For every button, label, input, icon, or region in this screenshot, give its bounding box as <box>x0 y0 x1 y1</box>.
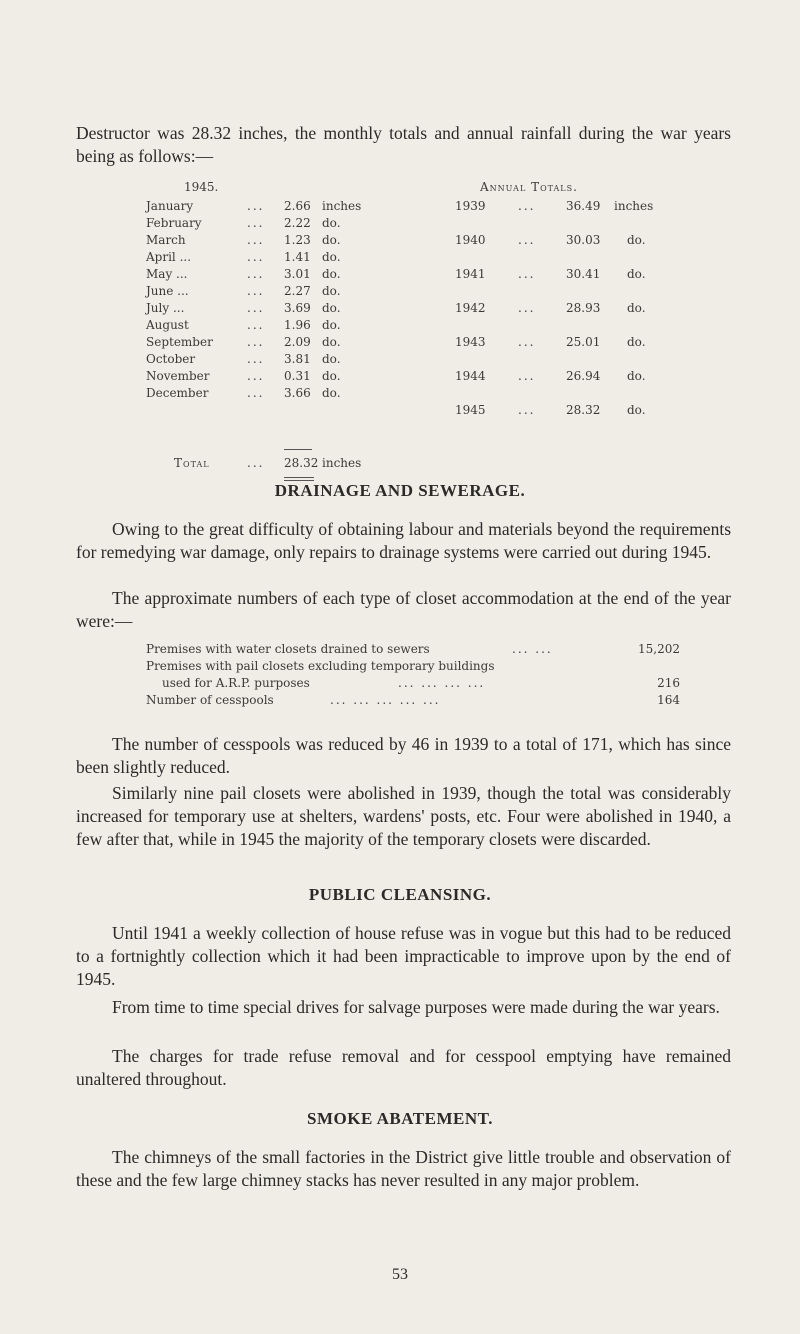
month-dots: ... <box>247 335 265 349</box>
cleansing-paragraph-2: From time to time special drives for salvage purposes were made during the war years. <box>112 997 720 1017</box>
month-dots: ... <box>247 318 265 332</box>
month-value: 3.01 <box>284 267 311 281</box>
month-label: August <box>146 318 189 332</box>
month-value: 2.27 <box>284 284 311 298</box>
closets-row-label: Number of cesspools <box>146 693 274 707</box>
month-unit: do. <box>322 284 341 298</box>
month-label: May ... <box>146 267 188 281</box>
month-unit: do. <box>322 250 341 264</box>
annual-value: 25.01 <box>566 335 601 349</box>
annual-year: 1942 <box>455 301 486 315</box>
closets-row-label: Premises with water closets drained to sewers <box>146 642 430 656</box>
closets-row-label-cont: used for A.R.P. purposes <box>162 676 310 690</box>
drainage-paragraph-3: The number of cesspools was reduced by 46 in 1939 to a total of 171, which has since been slightly reduced. <box>76 734 731 777</box>
sum-rule <box>284 449 312 450</box>
closets-row-dots: ... ... ... ... ... <box>330 693 441 707</box>
month-dots: ... <box>247 267 265 281</box>
annual-year: 1941 <box>455 267 486 281</box>
month-unit: do. <box>322 352 341 366</box>
annual-header: Annual Totals. <box>480 180 578 194</box>
month-label: January <box>146 199 194 213</box>
month-value: 1.23 <box>284 233 311 247</box>
monthly-header: 1945. <box>184 180 219 194</box>
closets-row-value: 164 <box>657 693 680 707</box>
drainage-paragraph-1: Owing to the great difficulty of obtaining labour and materials beyond the requirements for remedying war damage, only repairs to drainage systems were carried out during 1945. <box>76 519 731 562</box>
annual-unit: do. <box>627 335 646 349</box>
annual-dots: ... <box>518 199 536 213</box>
month-unit: do. <box>322 335 341 349</box>
total-unit: inches <box>322 456 362 470</box>
month-label: April ... <box>146 250 192 264</box>
month-dots: ... <box>247 216 265 230</box>
month-label: December <box>146 386 209 400</box>
drainage-paragraph-4: Similarly nine pail closets were abolished in 1939, though the total was considerably increased for temporary use at shelters, wardens' posts, etc. Four were abolished in 1940, a few after that, while in 1945 the majority of the temporary closets were discarded. <box>76 783 731 849</box>
month-label: November <box>146 369 210 383</box>
drainage-heading: DRAINAGE AND SEWERAGE. <box>274 481 526 500</box>
month-unit: do. <box>322 369 341 383</box>
month-value: 1.96 <box>284 318 311 332</box>
month-value: 2.22 <box>284 216 311 230</box>
cleansing-paragraph-3: The charges for trade refuse removal and for cesspool emptying have remained unaltered throughout. <box>76 1046 731 1089</box>
annual-dots: ... <box>518 301 536 315</box>
month-unit: do. <box>322 216 341 230</box>
annual-unit: do. <box>627 403 646 417</box>
month-unit: do. <box>322 301 341 315</box>
cleansing-heading: PUBLIC CLEANSING. <box>308 885 492 904</box>
month-dots: ... <box>247 284 265 298</box>
month-value: 0.31 <box>284 369 311 383</box>
month-unit: do. <box>322 318 341 332</box>
intro-paragraph: Destructor was 28.32 inches, the monthly totals and annual rainfall during the war years being as follows:— <box>76 123 731 166</box>
total-dots: ... <box>247 456 265 470</box>
drainage-paragraph-2: The approximate numbers of each type of closet accommodation at the end of the year were:— <box>76 588 731 631</box>
month-dots: ... <box>247 386 265 400</box>
annual-year: 1943 <box>455 335 486 349</box>
month-value: 2.09 <box>284 335 311 349</box>
annual-year: 1940 <box>455 233 486 247</box>
month-dots: ... <box>247 369 265 383</box>
closets-row-dots: ... ... ... ... <box>398 676 486 690</box>
annual-dots: ... <box>518 335 536 349</box>
annual-dots: ... <box>518 233 536 247</box>
annual-unit: do. <box>627 369 646 383</box>
month-dots: ... <box>247 250 265 264</box>
month-label: June ... <box>146 284 189 298</box>
annual-dots: ... <box>518 267 536 281</box>
annual-dots: ... <box>518 403 536 417</box>
month-unit: inches <box>322 199 362 213</box>
annual-dots: ... <box>518 369 536 383</box>
annual-value: 26.94 <box>566 369 601 383</box>
annual-value: 30.03 <box>566 233 601 247</box>
month-unit: do. <box>322 233 341 247</box>
month-label: October <box>146 352 196 366</box>
closets-row-dots: ... ... <box>512 642 553 656</box>
month-value: 3.69 <box>284 301 311 315</box>
total-value: 28.32 <box>284 456 319 470</box>
month-dots: ... <box>247 233 265 247</box>
closets-row-value: 216 <box>657 676 680 690</box>
annual-value: 28.93 <box>566 301 601 315</box>
month-dots: ... <box>247 301 265 315</box>
month-value: 3.81 <box>284 352 311 366</box>
double-rule-top <box>284 477 314 478</box>
month-label: September <box>146 335 213 349</box>
month-label: February <box>146 216 202 230</box>
cleansing-paragraph-1: Until 1941 a weekly collection of house refuse was in vogue but this had to be reduced to a fortnightly collection which it had been impracticable to improve upon by the end of 1945. <box>76 923 731 989</box>
annual-value: 30.41 <box>566 267 601 281</box>
annual-unit: do. <box>627 233 646 247</box>
total-label: Total <box>174 456 210 470</box>
annual-year: 1945 <box>455 403 486 417</box>
month-unit: do. <box>322 386 341 400</box>
month-label: March <box>146 233 186 247</box>
annual-value: 28.32 <box>566 403 601 417</box>
annual-year: 1939 <box>455 199 486 213</box>
closets-row-label: Premises with pail closets excluding temporary buildings <box>146 659 495 673</box>
closets-row-value: 15,202 <box>638 642 680 656</box>
smoke-paragraph-1: The chimneys of the small factories in the District give little trouble and observation of these and the few large chimney stacks has never resulted in any major problem. <box>76 1147 731 1190</box>
month-dots: ... <box>247 199 265 213</box>
month-value: 1.41 <box>284 250 311 264</box>
month-value: 3.66 <box>284 386 311 400</box>
annual-value: 36.49 <box>566 199 601 213</box>
month-unit: do. <box>322 267 341 281</box>
annual-year: 1944 <box>455 369 486 383</box>
annual-unit: inches <box>614 199 654 213</box>
month-dots: ... <box>247 352 265 366</box>
page-number: 53 <box>392 1266 408 1283</box>
month-label: July ... <box>146 301 185 315</box>
month-value: 2.66 <box>284 199 311 213</box>
annual-unit: do. <box>627 267 646 281</box>
annual-unit: do. <box>627 301 646 315</box>
smoke-heading: SMOKE ABATEMENT. <box>307 1109 493 1128</box>
